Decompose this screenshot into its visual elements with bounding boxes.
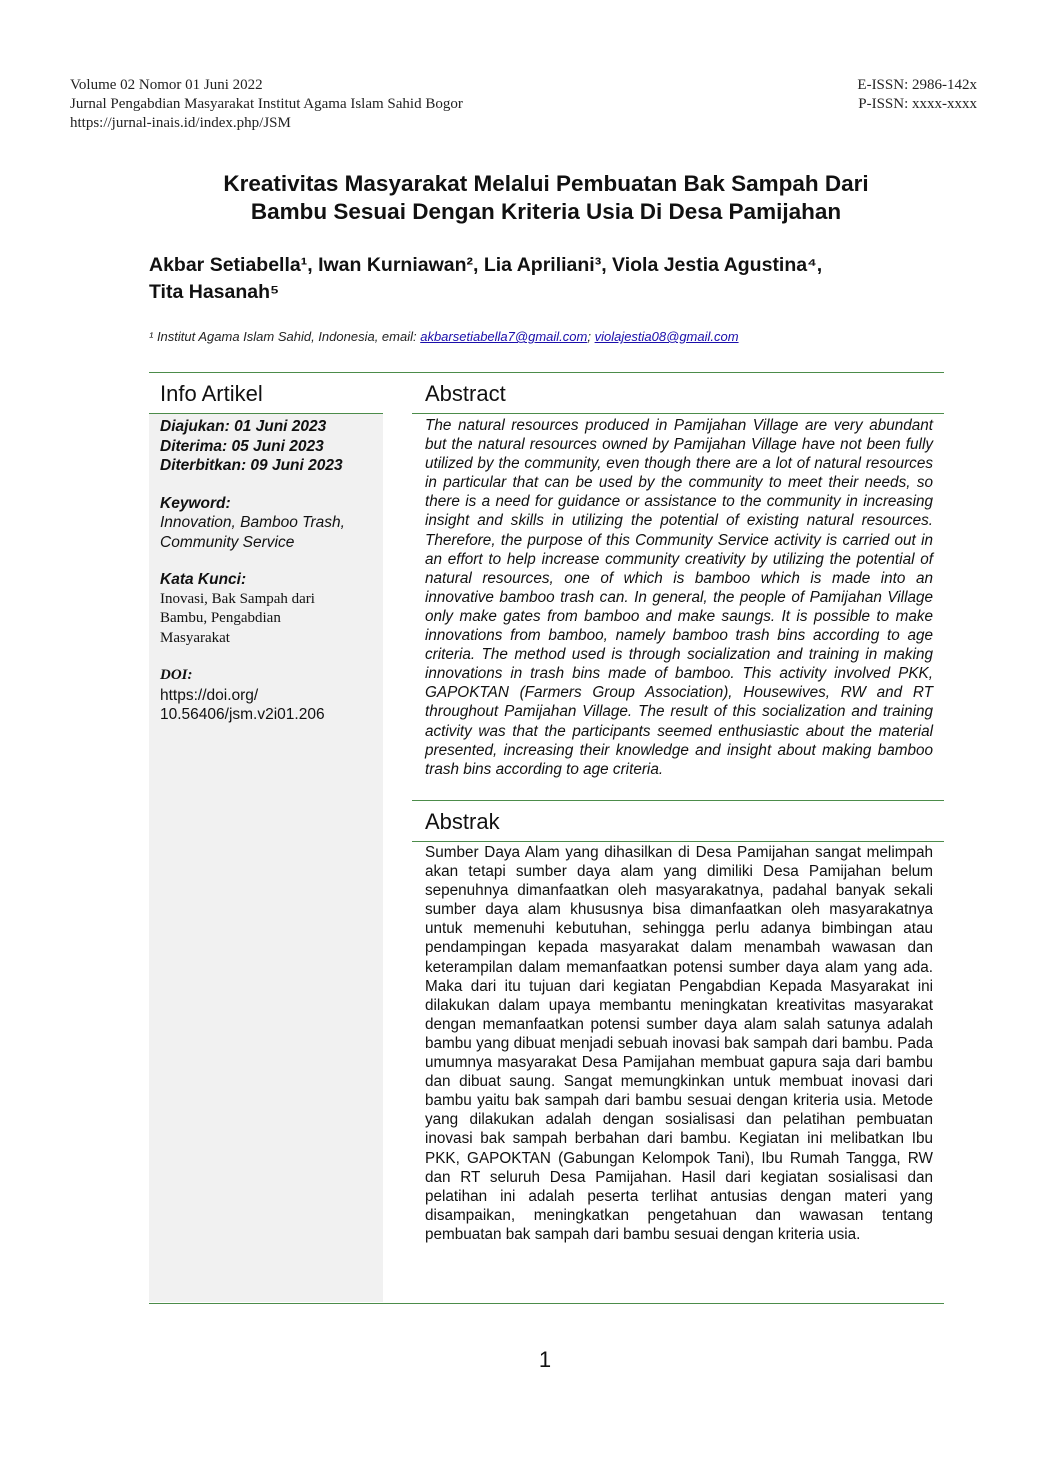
keyword-line-1: Innovation, Bamboo Trash, xyxy=(160,514,345,531)
abstract-heading-divider xyxy=(412,413,944,414)
authors-line-1: Akbar Setiabella¹, Iwan Kurniawan², Lia Apriliani³, Viola Jestia Agustina⁴, xyxy=(149,254,823,276)
kata-kunci-label: Kata Kunci: xyxy=(160,571,247,588)
doi-line-2[interactable]: 10.56406/jsm.v2i01.206 xyxy=(160,706,325,723)
running-header-left xyxy=(70,76,463,133)
paper-title xyxy=(150,170,942,226)
affiliation-text: ¹ Institut Agama Islam Sahid, Indonesia, email: xyxy=(149,329,421,344)
affiliation xyxy=(149,329,739,344)
authors-line-2: Tita Hasanah⁵ xyxy=(149,281,280,303)
kata-kunci-line-3: Masyarakat xyxy=(160,629,230,646)
running-header-right xyxy=(857,76,977,114)
email-separator: ; xyxy=(587,329,591,344)
doi-line-1[interactable]: https://doi.org/ xyxy=(160,686,259,704)
article-info xyxy=(160,417,375,725)
volume-info: Volume 02 Nomor 01 Juni 2022 xyxy=(70,77,263,93)
abstract-end-divider xyxy=(412,800,944,801)
eissn: E-ISSN: 2986-142x xyxy=(857,77,977,93)
journal-url: https://jurnal-inais.id/index.php/JSM xyxy=(70,115,291,131)
email-link-2[interactable]: violajestia08@gmail.com xyxy=(594,329,739,344)
abstract-text: The natural resources produced in Pamijahan Village are very abundant but the natural resources owned by Pamijahan Village have not been fully utilized by the community, even though there are a lot of natural resources in particular that can be used by the community to meet their needs, so there is a need for guidance or assistance to the community in increasing insight and skills in utilizing the potential of existing natural resources. Therefore, the purpose of this Community Service activity is carried out in an effort to help increase community creativity by utilizing the potential of natural resources, one of which is bamboo which is made into an innovative bamboo trash can. In general, the people of Pamijahan Village only make gates from bamboo and make saungs. It is possible to make innovations from bamboo, namely bamboo trash bins according to age criteria. The method used is through socialization and training in making innovations in trash bins made of bamboo. This activity involved PKK, GAPOKTAN (Farmers Group Association), Housewives, RW and RT throughout Pamijahan Village. The result of this socialization and training activity was that the participants seemed enthusiastic about the material presented, increasing their knowledge and insight about making bamboo trash bins according to age criteria. xyxy=(425,417,933,778)
kata-kunci-line-1: Inovasi, Bak Sampah dari xyxy=(160,590,315,607)
info-artikel-heading: Info Artikel xyxy=(160,381,263,406)
journal-name: Jurnal Pengabdian Masyarakat Institut Agama Islam Sahid Bogor xyxy=(70,96,463,112)
top-divider xyxy=(149,372,944,373)
title-line-2: Bambu Sesuai Dengan Kriteria Usia Di Desa Pamijahan xyxy=(250,199,842,224)
pissn: P-ISSN: xxxx-xxxx xyxy=(858,96,977,112)
abstrak-heading-divider xyxy=(412,841,944,842)
bottom-divider xyxy=(149,1303,944,1304)
kata-kunci-line-2: Bambu, Pengabdian xyxy=(160,610,281,626)
email-link-1[interactable]: akbarsetiabella7@gmail.com xyxy=(420,329,588,344)
title-line-1: Kreativitas Masyarakat Melalui Pembuatan Bak Sampah Dari xyxy=(223,171,869,196)
author-list xyxy=(149,252,949,306)
keyword-line-2: Community Service xyxy=(160,533,295,551)
abstract-heading: Abstract xyxy=(425,381,506,406)
submitted-date: Diajukan: 01 Juni 2023 xyxy=(160,418,327,435)
accepted-date: Diterima: 05 Juni 2023 xyxy=(160,437,324,455)
keyword-label: Keyword: xyxy=(160,494,231,512)
doi-label: DOI: xyxy=(160,667,193,683)
page-number: 1 xyxy=(538,1347,552,1372)
abstrak-heading: Abstrak xyxy=(425,809,500,834)
abstrak-text: Sumber Daya Alam yang dihasilkan di Desa Pamijahan sangat melimpah akan tetapi sumber daya alam yang dimiliki Desa Pamijahan belum sepenuhnya dimanfaatkan oleh masyarakatnya, padahal banyak sekali sumber daya alam khususnya bisa dimanfaatkan oleh masyarakatnya untuk memenuhi kebutuhan, sehingga perlu adanya bimbingan atau pendampingan kepada masyarakat dalam menambah wawasan dan keterampilan dalam memanfaatkan potensi sumber daya alam yang ada. Maka dari itu tujuan dari kegiatan Pengabdian Kepada Masyarakat ini dilakukan dalam upaya membantu meningkatan kreativitas masyarakat dengan memanfaatkan potensi sumber daya alam salah satunya adalah bambu yang dibuat menjadi sebuah inovasi bak sampah dari bambu. Pada umumnya masyarakat Desa Pamijahan membuat gapura saja dari bambu dan dibuat saung. Sangat memungkinkan untuk membuat inovasi dari bambu yaitu bak sampah dari bambu sesuai dengan kriteria usia. Metode yang dilakukan adalah dengan sosialisasi dan pelatihan pembuatan inovasi bak sampah berbahan dari bambu. Kegiatan ini melibatkan Ibu PKK, GAPOKTAN (Gabungan Kelompok Tani), Ibu Rumah Tangga, RW dan RT seluruh Desa Pamijahan. Hasil dari kegiatan sosialisasi dan pelatihan ini adalah peserta terlihat antusias dengan materi yang disampaikan, meningkatkan pengetahuan dan wawasan tentang pembuatan bak sampah dari bambu sesuai dengan kriteria usia. xyxy=(425,844,933,1243)
published-date: Diterbitkan: 09 Juni 2023 xyxy=(160,457,343,474)
